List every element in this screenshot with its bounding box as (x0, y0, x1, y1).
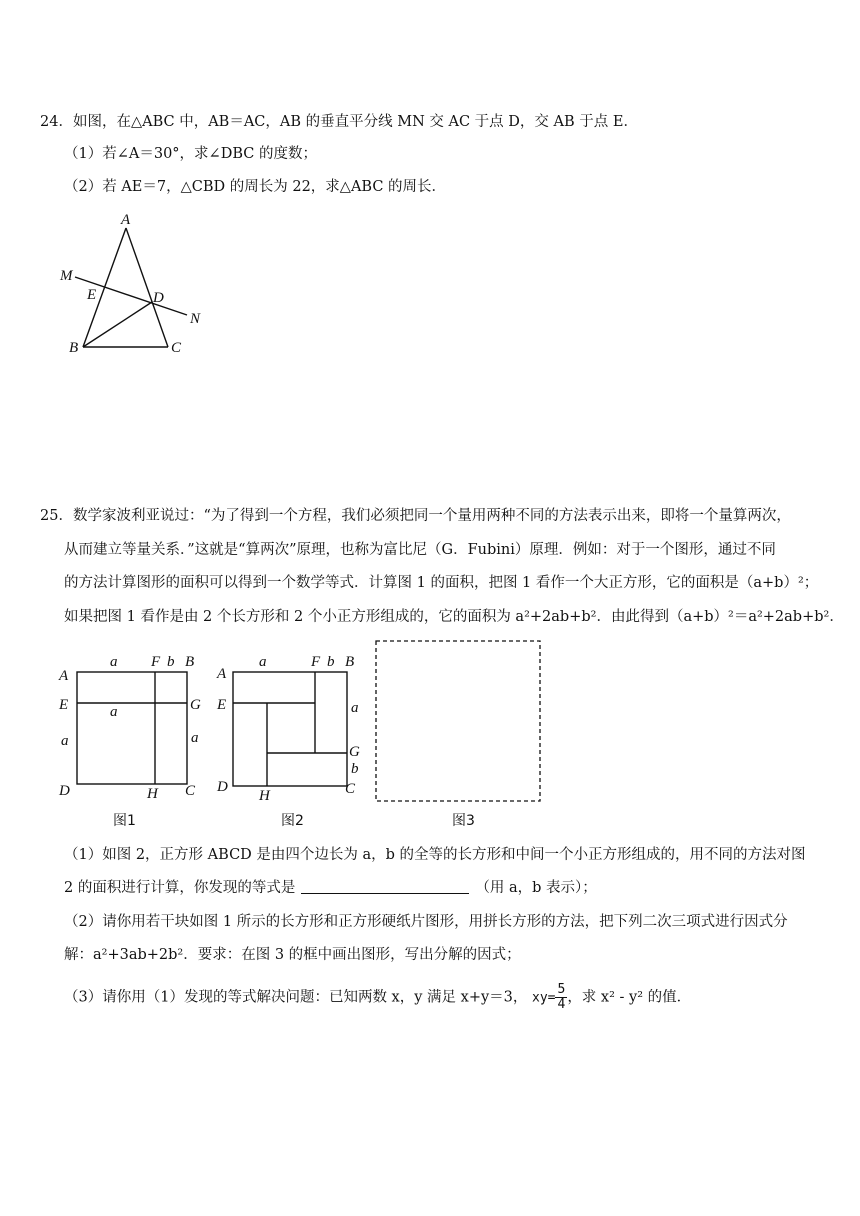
q25-para4: 如果把图 1 看作是由 2 个长方形和 2 个小正方形组成的，它的面积为 a²+2ab+b²．由此得到（a+b）²＝a²+2ab+b²． (64, 609, 844, 625)
fig2-label-b-vertex: B (345, 654, 355, 670)
fig2-caption: 图2 (281, 813, 304, 829)
q25-part3-tail: ，求 x² - y² 的值． (567, 989, 692, 1006)
q24-part1: （1）若∠A＝30°，求∠DBC 的度数； (64, 146, 317, 162)
segment-bd (83, 302, 152, 347)
fig1-label-d: D (59, 783, 70, 799)
fig1-label-a-right: a (191, 730, 199, 746)
q25-part3-line (64, 983, 691, 1012)
fig2-label-d: D (217, 779, 228, 795)
fig2-label-a-top: a (259, 654, 267, 670)
fig2-label-a-vertex: A (217, 666, 227, 682)
figure-1 (55, 650, 215, 830)
side-ac (126, 228, 168, 347)
q25-part3-text: （3）请你用（1）发现的等式解决问题：已知两数 x，y 满足 x+y＝3， (64, 989, 528, 1006)
fig2-label-a-right: a (351, 700, 359, 716)
label-d: D (153, 290, 164, 306)
figure-2 (215, 650, 375, 830)
fraction-denominator: 4 (557, 997, 566, 1012)
fig1-label-a-left: a (61, 733, 69, 749)
fig1-label-e: E (59, 697, 69, 713)
fig1-label-b-side: b (167, 654, 175, 670)
fraction-numerator: 5 (557, 982, 566, 997)
fig3-dashed-frame (376, 641, 540, 801)
fig1-label-a-top: a (110, 654, 118, 670)
label-b: B (69, 340, 79, 356)
fig2-label-b-right: b (351, 761, 359, 777)
q25-para3: 的方法计算图形的面积可以得到一个数学等式．计算图 1 的面积，把图 1 看作一个大正方形，它的面积是（a+b）²； (64, 575, 819, 591)
q25-part1-line1: （1）如图 2，正方形 ABCD 是由四个边长为 a，b 的全等的长方形和中间一个小正方形组成的，用不同的方法对图 (64, 847, 806, 863)
fig1-label-h: H (147, 786, 158, 802)
label-e: E (87, 287, 97, 303)
q25-part1-text: 2 的面积进行计算，你发现的等式是 (64, 880, 296, 896)
fig1-label-c: C (185, 783, 196, 799)
label-n: N (190, 311, 201, 327)
fig2-label-e: E (217, 697, 227, 713)
label-c: C (171, 340, 182, 356)
xy-expression: xy= (532, 990, 556, 1006)
q25-part2-line2: 解：a²+3ab+2b²．要求：在图 3 的框中画出图形，写出分解的因式； (64, 947, 521, 963)
q24-part2: （2）若 AE＝7，△CBD 的周长为 22，求△ABC 的周长． (64, 179, 447, 195)
fig1-label-g: G (190, 697, 201, 713)
q24-triangle-figure (55, 210, 215, 360)
fig2-label-f: F (311, 654, 321, 670)
fig2-label-c: C (345, 781, 356, 797)
fig1-label-a-inner: a (110, 704, 118, 720)
q25-part2-line1: （2）请你用若干块如图 1 所示的长方形和正方形硬纸片图形，用拼长方形的方法，把下列二次三项式进行因式分 (64, 914, 788, 930)
fig2-label-h: H (259, 788, 270, 804)
fig1-caption: 图1 (113, 813, 136, 829)
q25-para2: 从而建立等量关系．”这就是“算两次”原理，也称为富比尼（G．Fubini）原理．例如：对于一个图形，通过不同 (64, 542, 776, 558)
fig2-label-b-side: b (327, 654, 335, 670)
label-m: M (60, 268, 73, 284)
q25-part1-line2 (64, 878, 597, 898)
fig3-caption: 图3 (452, 813, 475, 829)
q25-part1-tail: （用 a，b 表示）； (475, 880, 597, 896)
fig2-label-g: G (349, 744, 360, 760)
figure-3 (370, 636, 550, 829)
label-a: A (121, 212, 131, 228)
fig1-label-a-vertex: A (59, 668, 69, 684)
fraction-five-fourths (555, 983, 567, 1012)
q25-para1: 25．数学家波利亚说过：“为了得到一个方程，我们必须把同一个量用两种不同的方法表示出来，即将一个量算两次， (40, 508, 791, 524)
q24-stem: 24．如图，在△ABC 中，AB＝AC，AB 的垂直平分线 MN 交 AC 于点 D，交 AB 于点 E． (40, 114, 638, 130)
fig1-label-f: F (151, 654, 161, 670)
fig1-label-b-vertex: B (185, 654, 195, 670)
answer-blank[interactable] (301, 879, 469, 894)
